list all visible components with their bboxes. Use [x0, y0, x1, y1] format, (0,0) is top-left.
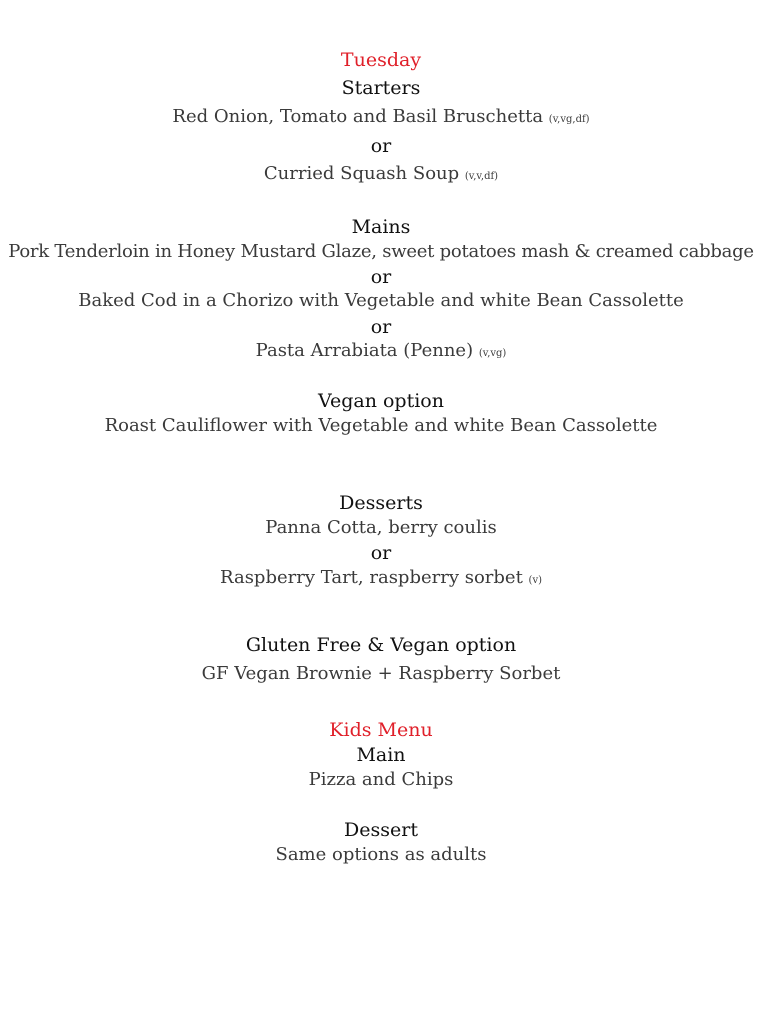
starter-item-bruschetta — [0, 108, 762, 126]
day-title: Tuesday — [340, 49, 422, 71]
starters-heading: Starters — [341, 77, 421, 99]
starter-item-soup — [0, 165, 762, 183]
kids-main-item: Pizza and Chips — [308, 769, 454, 790]
dietary-tags: (v,v,df) — [464, 171, 499, 182]
kids-dessert-heading: Dessert — [344, 819, 418, 841]
main-item-cod: Baked Cod in a Chorizo with Vegetable and white Bean Cassolette — [78, 290, 684, 311]
kids-dessert-item: Same options as adults — [275, 844, 487, 865]
dietary-tags: (v,vg,df) — [548, 114, 590, 125]
or-separator: or — [370, 266, 392, 288]
starter-item-label: Red Onion, Tomato and Basil Bruschetta — [172, 106, 544, 127]
starter-item-label: Curried Squash Soup — [263, 163, 460, 184]
main-item-pork: Pork Tenderloin in Honey Mustard Glaze, sweet potatoes mash & creamed cabbage — [8, 241, 754, 262]
dessert-item-raspberry-tart — [0, 569, 762, 587]
dietary-tags: (v) — [528, 575, 542, 586]
or-separator: or — [370, 135, 392, 157]
mains-heading: Mains — [351, 216, 411, 238]
kids-menu-title: Kids Menu — [329, 719, 433, 741]
vegan-option-item: Roast Cauliflower with Vegetable and white Bean Cassolette — [104, 415, 658, 436]
kids-main-heading: Main — [356, 744, 406, 766]
dietary-tags: (v,vg) — [478, 348, 507, 359]
main-item-label: Pasta Arrabiata (Penne) — [255, 340, 474, 361]
gf-vegan-item: GF Vegan Brownie + Raspberry Sorbet — [201, 663, 561, 684]
desserts-heading: Desserts — [339, 492, 423, 514]
gf-vegan-heading: Gluten Free & Vegan option — [245, 634, 517, 656]
dessert-item-label: Raspberry Tart, raspberry sorbet — [220, 567, 523, 588]
main-item-pasta — [0, 342, 762, 360]
or-separator: or — [370, 316, 392, 338]
or-separator: or — [370, 542, 392, 564]
vegan-option-heading: Vegan option — [318, 390, 444, 412]
dessert-item-panna-cotta: Panna Cotta, berry coulis — [265, 517, 497, 538]
